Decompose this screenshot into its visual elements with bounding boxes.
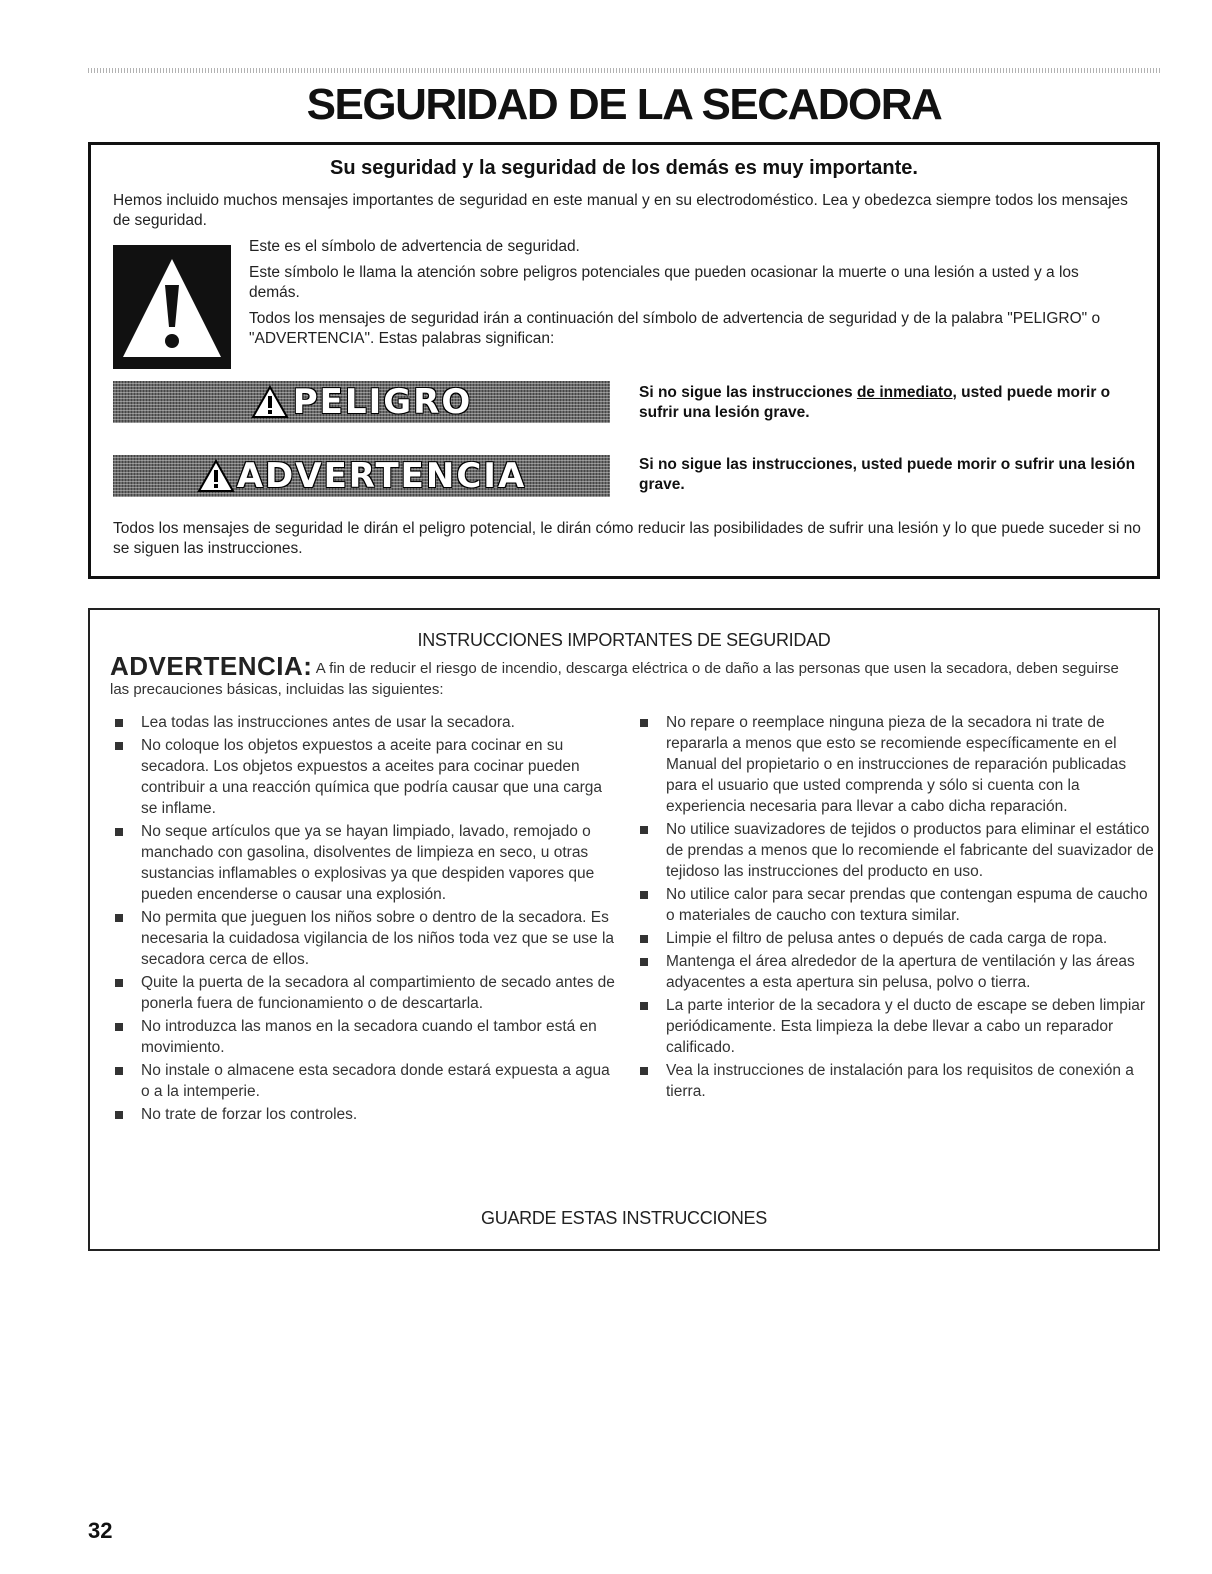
- list-item: [112, 821, 622, 905]
- list-item-text: Lea todas las instrucciones antes de usar la secadora.: [141, 714, 515, 731]
- list-item-text: No permita que jueguen los niños sobre o dentro de la secadora. Es necesaria la cuidadosa vigilancia de los niños toda vez que se use la secadora cerca de ellos.: [141, 909, 615, 968]
- bullet-icon: [640, 826, 648, 834]
- list-item: [637, 951, 1157, 993]
- list-item-text: Limpie el filtro de pelusa antes o depués de cada carga de ropa.: [666, 930, 1108, 947]
- list-item-text: No instale o almacene esta secadora donde estará expuesta a agua o a la intemperie.: [141, 1062, 610, 1100]
- list-item-text: No seque artículos que ya se hayan limpiado, lavado, remojado o manchado con gasolina, disolventes de limpieza en seco, u otras sustancias inflamables o explosivas ya que despiden vapores que pueden encenderse o causar una explosión.: [141, 823, 595, 903]
- instructions-heading: INSTRUCCIONES IMPORTANTES DE SEGURIDAD: [417, 630, 831, 650]
- bullet-icon: [115, 979, 123, 987]
- symbol-paragraph: Este es el símbolo de advertencia de seguridad.: [249, 238, 580, 255]
- warning-triangle-icon: [197, 459, 235, 493]
- list-item: [637, 928, 1157, 949]
- warning-label: ADVERTENCIA:: [110, 651, 313, 681]
- save-instructions-note: GUARDE ESTAS INSTRUCCIONES: [481, 1208, 767, 1228]
- peligro-word: PELIGRO: [292, 382, 473, 422]
- safety-info-box: [88, 142, 1160, 579]
- bullet-icon: [115, 1023, 123, 1031]
- list-item-text: Quite la puerta de la secadora al compartimiento de secado antes de ponerla fuera de funcionamiento o de descartarla.: [141, 974, 615, 1012]
- list-item-text: La parte interior de la secadora y el ducto de escape se deben limpiar periódicamente. Esta limpieza la debe llevar a cabo un reparador calificado.: [666, 997, 1146, 1056]
- list-item: [637, 995, 1157, 1058]
- peligro-signal-banner: [113, 381, 610, 423]
- bullet-icon: [640, 719, 648, 727]
- peligro-desc-underlined: de inmediato: [856, 384, 953, 401]
- bullet-icon: [640, 1002, 648, 1010]
- warning-intro: [110, 651, 1120, 700]
- page-title: SEGURIDAD DE LA SECADORA: [306, 80, 942, 129]
- list-item-text: No coloque los objetos expuestos a aceite para cocinar en su secadora. Los objetos expuestos a aceites para cocinar pueden contribuir a una reacción química que podría causar que una carga se inflame.: [141, 737, 602, 817]
- list-item: [637, 819, 1157, 882]
- list-item: [637, 884, 1157, 926]
- peligro-description: [639, 383, 1139, 423]
- bullet-icon: [115, 1067, 123, 1075]
- instructions-box: [88, 608, 1160, 1251]
- bullet-icon: [640, 1067, 648, 1075]
- bullet-icon: [115, 742, 123, 750]
- bullet-icon: [640, 935, 648, 943]
- bullet-icon: [115, 914, 123, 922]
- list-item-text: Mantenga el área alrededor de la apertura de ventilación y las áreas adyacentes a esta apertura sin pelusa, polvo o tierra.: [666, 953, 1135, 991]
- instructions-left-column: [112, 712, 622, 1127]
- peligro-desc-end: , usted puede morir o sufrir una lesión grave.: [639, 384, 1111, 421]
- warning-triangle-icon: [251, 385, 289, 419]
- safety-alert-symbol-icon: [113, 245, 231, 369]
- list-item: [112, 1060, 622, 1102]
- list-item: [112, 1104, 622, 1125]
- list-item: [112, 972, 622, 1014]
- symbol-explanation: [249, 237, 1129, 355]
- advertencia-description: Si no sigue las instrucciones, usted puede morir o sufrir una lesión grave.: [639, 456, 1136, 493]
- bullet-icon: [115, 828, 123, 836]
- list-item: [637, 712, 1157, 817]
- advertencia-word: ADVERTENCIA: [236, 456, 527, 496]
- top-dotted-rule: [88, 68, 1160, 73]
- safety-heading: Su seguridad y la seguridad de los demás es muy importante.: [330, 157, 918, 179]
- list-item: [112, 1016, 622, 1058]
- instructions-right-column: [637, 712, 1157, 1104]
- list-item: [112, 712, 622, 733]
- warning-text: A fin de reducir el riesgo de incendio, descarga eléctrica o de daño a las personas que usen la secadora, deben seguirse las precauciones básicas, incluidas las siguientes:: [110, 660, 1119, 698]
- list-item-text: No repare o reemplace ninguna pieza de la secadora ni trate de repararla a menos que esto se recomiende específicamente en el Manual del propietario o en instrucciones de reparación publicadas para el usuario que usted comprenda y sólo si cuenta con la experiencia necesaria para llevar a cabo dicha reparación.: [666, 714, 1127, 815]
- bullet-icon: [640, 958, 648, 966]
- list-item-text: No trate de forzar los controles.: [141, 1106, 358, 1123]
- page-number: 32: [88, 1518, 113, 1543]
- advertencia-signal-banner: [113, 455, 610, 497]
- list-item: [112, 907, 622, 970]
- list-item-text: No utilice calor para secar prendas que contengan espuma de caucho o materiales de caucho con textura similar.: [666, 886, 1148, 924]
- symbol-paragraph: Este símbolo le llama la atención sobre peligros potenciales que pueden ocasionar la muerte o una lesión a usted y a los demás.: [249, 264, 1079, 301]
- safety-outro: Todos los mensajes de seguridad le dirán el peligro potencial, le dirán cómo reducir las posibilidades de sufrir una lesión y lo que puede suceder si no se siguen las instrucciones.: [113, 520, 1141, 557]
- list-item-text: Vea la instrucciones de instalación para los requisitos de conexión a tierra.: [666, 1062, 1134, 1100]
- peligro-desc-start: Si no sigue las instrucciones: [639, 384, 857, 401]
- symbol-paragraph: Todos los mensajes de seguridad irán a continuación del símbolo de advertencia de seguridad y de la palabra "PELIGRO" o "ADVERTENCIA". Estas palabras significan:: [249, 310, 1101, 347]
- bullet-icon: [640, 891, 648, 899]
- bullet-icon: [115, 719, 123, 727]
- list-item: [112, 735, 622, 819]
- list-item: [637, 1060, 1157, 1102]
- safety-intro: Hemos incluido muchos mensajes importantes de seguridad en este manual y en su electrodoméstico. Lea y obedezca siempre todos los mensajes de seguridad.: [113, 192, 1128, 229]
- bullet-icon: [115, 1111, 123, 1119]
- list-item-text: No utilice suavizadores de tejidos o productos para eliminar el estático de prendas a menos que lo recomiende el fabricante del suavizador de tejidoso las instrucciones del producto en uso.: [666, 821, 1154, 880]
- list-item-text: No introduzca las manos en la secadora cuando el tambor está en movimiento.: [141, 1018, 597, 1056]
